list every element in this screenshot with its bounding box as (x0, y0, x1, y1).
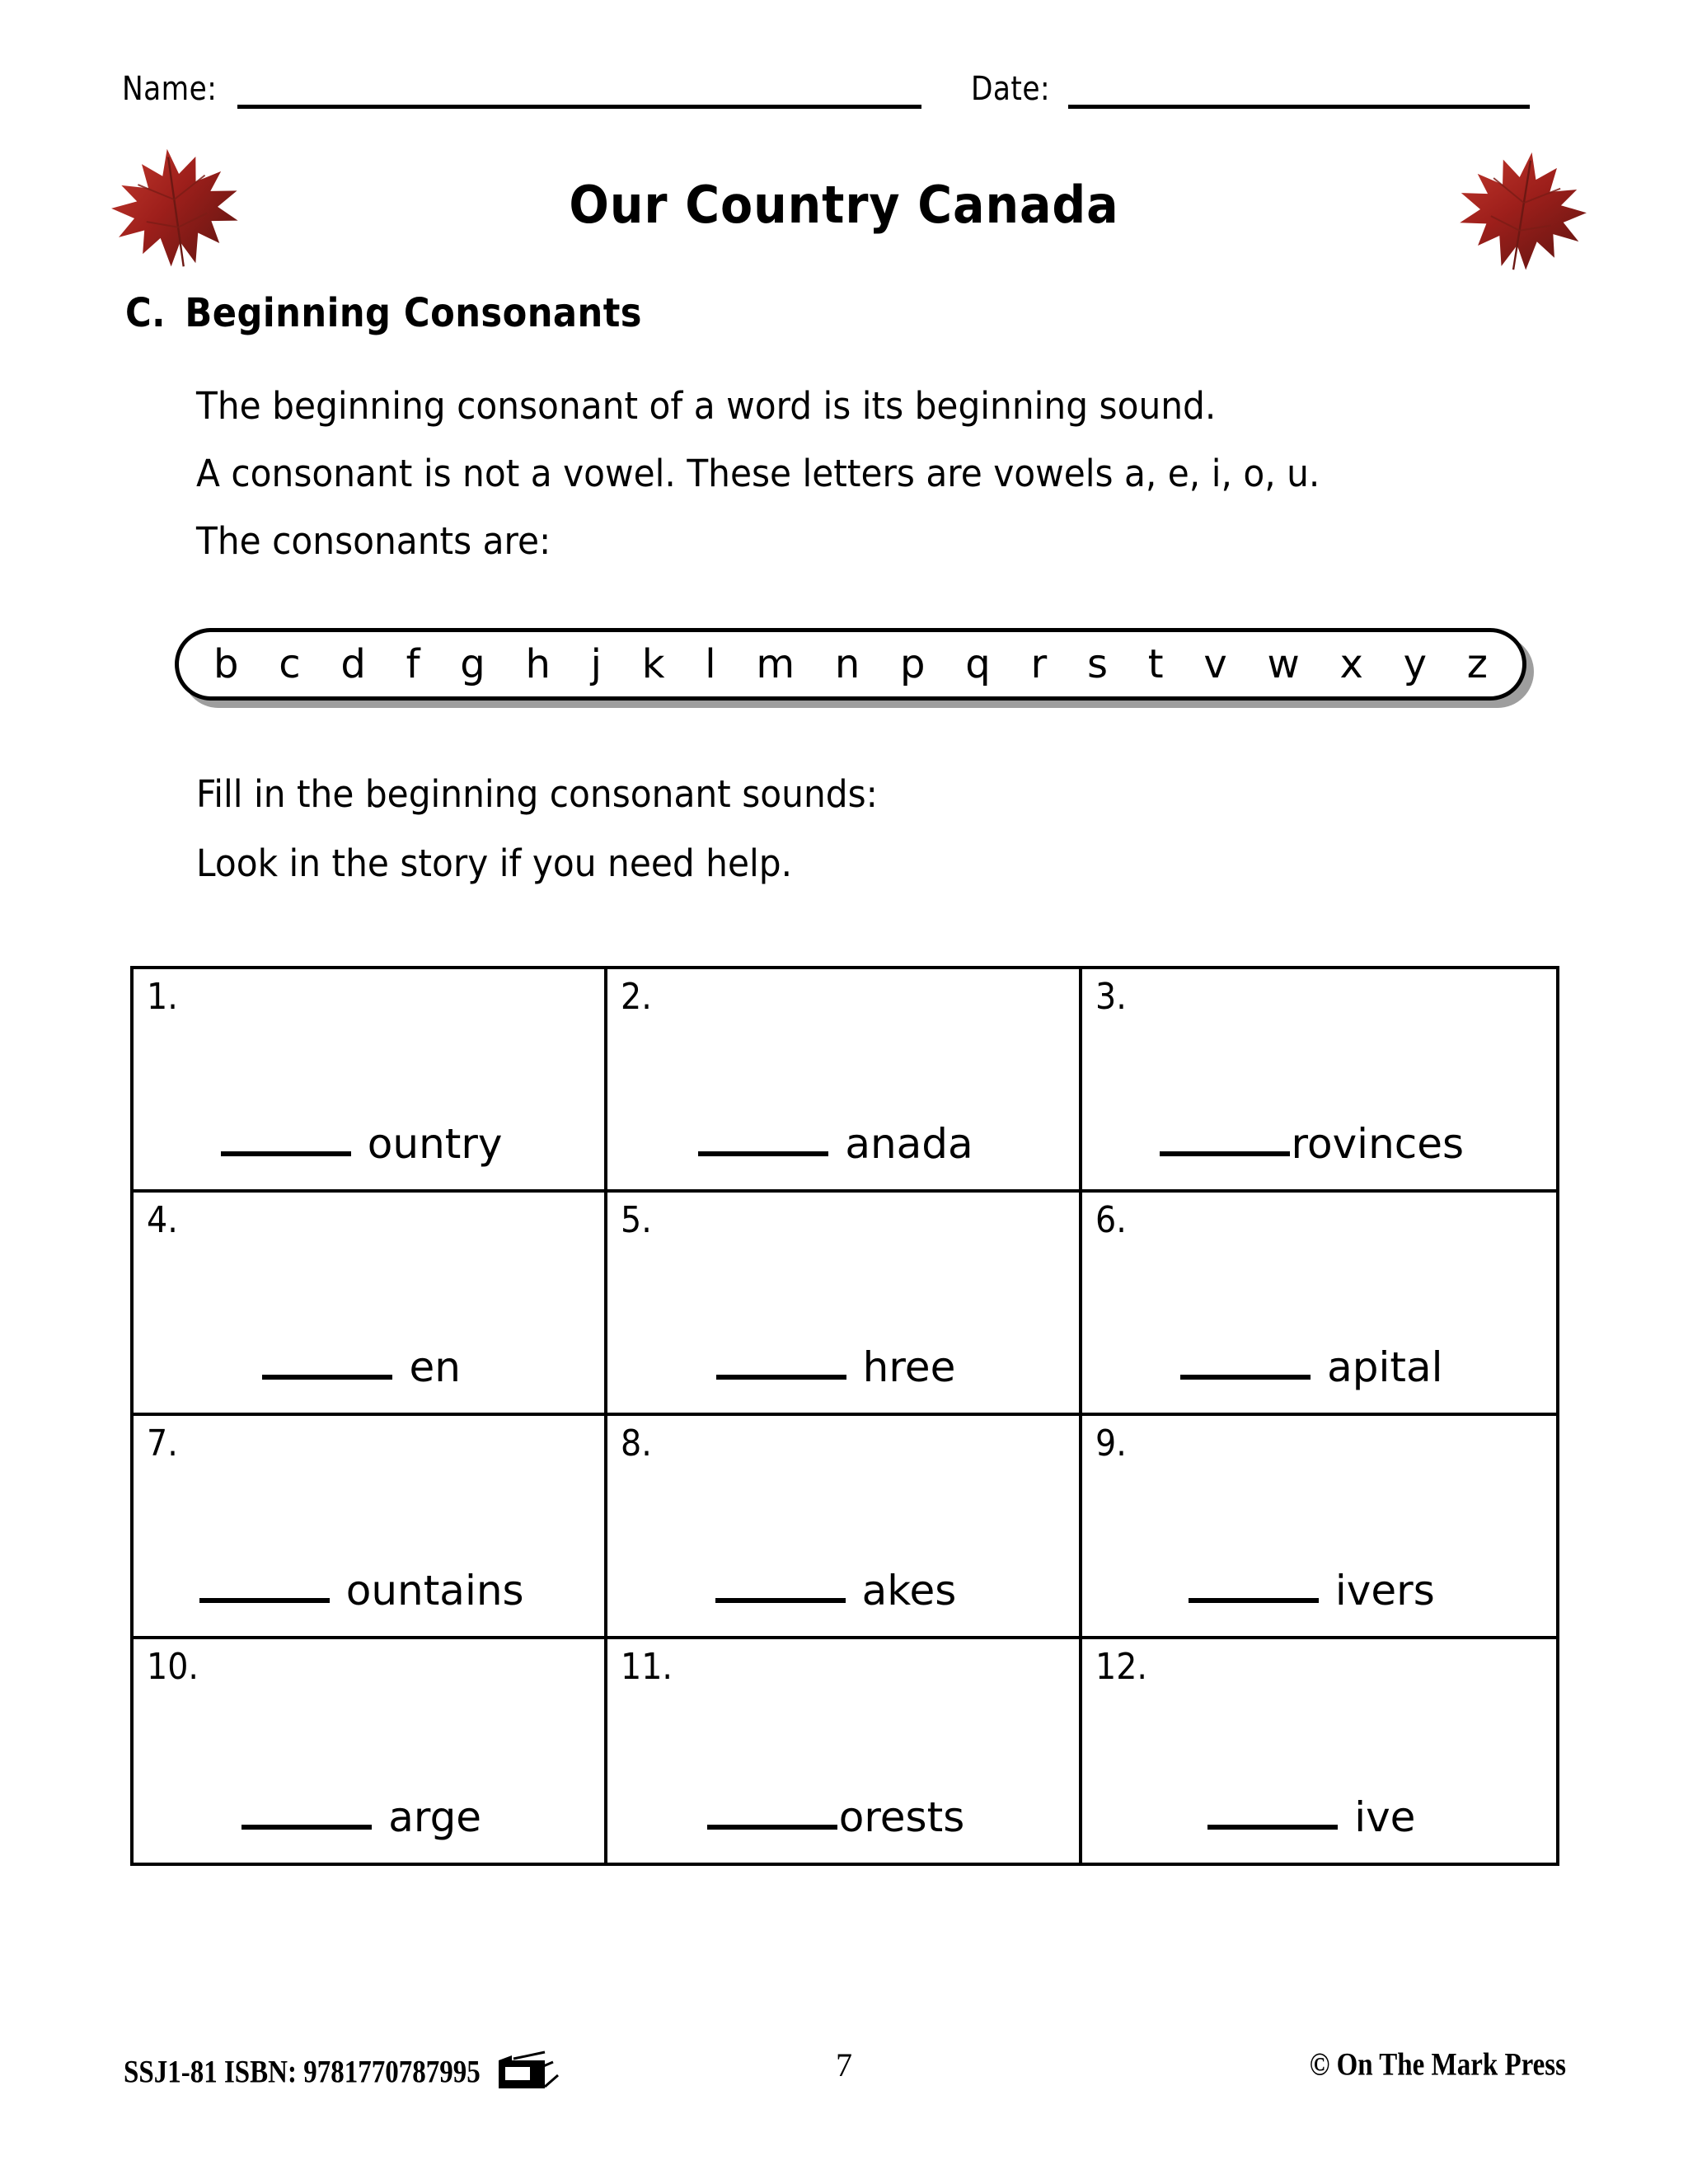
consonant-letter: f (406, 641, 420, 687)
exercise-number: 2. (621, 976, 653, 1018)
answer-blank[interactable] (199, 1598, 330, 1603)
consonants-box (175, 628, 1526, 701)
exercise-number: 1. (147, 976, 178, 1018)
consonant-letter: d (340, 641, 366, 687)
exercise-cell[interactable] (607, 1193, 1081, 1416)
consonant-letter: z (1466, 641, 1488, 687)
instruction-line: Fill in the beginning consonant sounds: (196, 772, 878, 816)
section-title: Beginning Consonants (185, 290, 642, 336)
exercise-number: 9. (1095, 1422, 1127, 1465)
exercise-cell[interactable] (607, 969, 1081, 1193)
intro-paragraph (196, 373, 1614, 575)
consonant-letter: j (590, 641, 602, 687)
exercise-number: 6. (1095, 1199, 1127, 1241)
exercise-cell[interactable] (607, 1416, 1081, 1639)
word-remainder: apital (1327, 1343, 1443, 1391)
exercise-word (134, 1343, 604, 1391)
exercise-cell[interactable] (134, 1639, 607, 1863)
intro-line: The beginning consonant of a word is its beginning sound. (196, 384, 1217, 428)
consonant-letter: x (1339, 641, 1363, 687)
word-remainder: rovinces (1291, 1120, 1465, 1168)
product-code: SSJ1-81 ISBN: 9781770787995 (124, 2055, 481, 2090)
consonant-letter: q (965, 641, 991, 687)
answer-blank[interactable] (262, 1375, 392, 1380)
word-remainder: ountains (345, 1567, 524, 1615)
exercise-cell[interactable] (134, 1416, 607, 1639)
name-date-row (122, 51, 1573, 109)
consonant-letter: m (756, 641, 795, 687)
page-number: 7 (836, 2046, 852, 2083)
consonant-letter: c (279, 641, 301, 687)
word-remainder: anada (845, 1120, 973, 1168)
answer-blank[interactable] (715, 1598, 846, 1603)
consonant-letter: b (213, 641, 239, 687)
consonant-letter: s (1086, 641, 1108, 687)
consonant-letter: t (1147, 641, 1164, 687)
exercise-number: 11. (621, 1646, 673, 1688)
section-letter: C. (125, 290, 166, 336)
exercise-word (607, 1793, 1078, 1841)
exercise-table (130, 966, 1559, 1866)
exercise-cell[interactable] (1082, 1416, 1556, 1639)
exercise-cell[interactable] (607, 1639, 1081, 1863)
consonant-letter: n (834, 641, 860, 687)
word-remainder: orests (838, 1793, 965, 1841)
consonant-letter: l (705, 641, 716, 687)
word-remainder: hree (862, 1343, 956, 1391)
intro-line: A consonant is not a vowel. These letters are vowels a, e, i, o, u. (196, 452, 1320, 495)
copyright-notice: © On The Mark Press (1309, 2047, 1566, 2083)
answer-blank[interactable] (716, 1375, 846, 1380)
consonant-letter: w (1267, 641, 1300, 687)
exercise-number: 10. (147, 1646, 199, 1688)
answer-blank[interactable] (1180, 1375, 1311, 1380)
consonant-letter: r (1030, 641, 1048, 687)
word-remainder: ivers (1334, 1567, 1435, 1615)
page-footer (0, 2042, 1688, 2108)
answer-blank[interactable] (707, 1825, 837, 1830)
exercise-word (134, 1793, 604, 1841)
exercise-word (1082, 1343, 1556, 1391)
fill-in-instructions (196, 760, 1350, 898)
answer-blank[interactable] (241, 1825, 372, 1830)
answer-blank[interactable] (698, 1151, 828, 1156)
consonant-letter: k (641, 641, 665, 687)
exercise-number: 4. (147, 1199, 178, 1241)
consonants-pill (175, 628, 1526, 701)
answer-blank[interactable] (1189, 1598, 1319, 1603)
answer-blank[interactable] (221, 1151, 351, 1156)
consonant-letter: y (1403, 641, 1428, 687)
date-label: Date: (970, 70, 1050, 108)
answer-blank[interactable] (1160, 1151, 1290, 1156)
consonant-letter: g (460, 641, 485, 687)
exercise-number: 5. (621, 1199, 653, 1241)
exercise-number: 8. (621, 1422, 653, 1465)
exercise-word (607, 1343, 1078, 1391)
exercise-word (607, 1567, 1078, 1615)
exercise-cell[interactable] (134, 1193, 607, 1416)
exercise-word (134, 1120, 604, 1168)
word-remainder: arge (388, 1793, 482, 1841)
section-heading (125, 290, 642, 336)
exercise-number: 3. (1095, 976, 1127, 1018)
name-label: Name: (122, 70, 218, 108)
exercise-word (1082, 1793, 1556, 1841)
page-title: Our Country Canada (569, 175, 1119, 235)
consonant-letter: h (525, 641, 551, 687)
exercise-word (1082, 1120, 1556, 1168)
exercise-cell[interactable] (1082, 1639, 1556, 1863)
exercise-word (1082, 1567, 1556, 1615)
exercise-word (134, 1567, 604, 1615)
exercise-number: 12. (1095, 1646, 1147, 1688)
word-remainder: ountry (367, 1120, 503, 1168)
instruction-line: Look in the story if you need help. (196, 841, 793, 885)
exercise-number: 7. (147, 1422, 178, 1465)
consonant-letter: p (900, 641, 926, 687)
consonant-letter: v (1203, 641, 1227, 687)
word-remainder: ive (1354, 1793, 1416, 1841)
date-input-line[interactable] (1068, 105, 1530, 109)
exercise-cell[interactable] (1082, 1193, 1556, 1416)
name-input-line[interactable] (237, 105, 921, 109)
intro-line: The consonants are: (196, 519, 551, 563)
exercise-word (607, 1120, 1078, 1168)
word-remainder: en (409, 1343, 461, 1391)
exercise-cell[interactable] (1082, 969, 1556, 1193)
answer-blank[interactable] (1207, 1825, 1338, 1830)
word-remainder: akes (861, 1567, 957, 1615)
exercise-cell[interactable] (134, 969, 607, 1193)
